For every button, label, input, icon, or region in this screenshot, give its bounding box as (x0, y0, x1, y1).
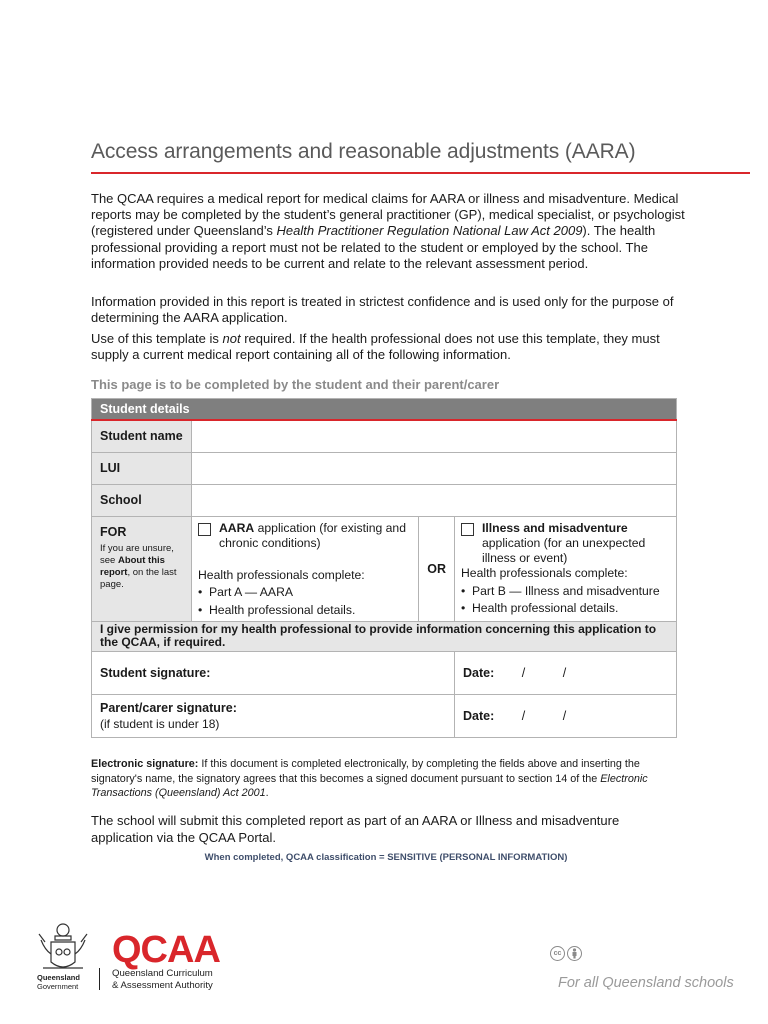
parent-date-field[interactable] (455, 694, 677, 737)
parent-signature-row (92, 694, 677, 737)
field-label: LUI (92, 452, 192, 484)
creative-commons-badge (550, 946, 582, 961)
illness-checkbox[interactable] (461, 523, 474, 536)
student-signature-field[interactable] (92, 651, 455, 694)
option-title-rest: application (for existing and chronic conditions) (219, 520, 406, 550)
form-header: Student details (92, 399, 677, 421)
date-separator: / (521, 708, 526, 723)
intro-paragraph-3 (91, 331, 691, 363)
logo-divider (99, 968, 100, 990)
act-title: Health Practitioner Regulation National Law Act 2009 (276, 223, 583, 239)
qcaa-name-line-1: Queensland Curriculum (112, 968, 213, 979)
tagline: For all Queensland schools (558, 975, 734, 991)
option-title-bold: AARA (219, 520, 255, 535)
student-details-form (91, 398, 677, 738)
attribution-icon (567, 946, 582, 961)
complete-label: Health professionals complete: (461, 566, 628, 581)
date-separator: / (562, 708, 567, 723)
option-title-bold: Illness and misadventure (482, 520, 628, 535)
queensland-government-label (37, 973, 80, 991)
esig-label: Electronic signature: (91, 758, 199, 770)
intro-text: required. If the health professional does not use this template, they must supply a current medical report containing all of the following information. (91, 331, 660, 363)
date-label: Date: (463, 708, 495, 723)
permission-row (92, 621, 677, 651)
submission-note: The school will submit this completed report as part of an AARA or Illness and misadventure application via the QCAA Portal. (91, 813, 620, 845)
intro-paragraph-1 (91, 191, 691, 272)
list-item: • Part B — Illness and misadventure (472, 584, 670, 599)
qcaa-name-line-2: & Assessment Authority (112, 979, 213, 991)
qcaa-full-name (112, 968, 213, 991)
signature-label: Student signature: (100, 665, 211, 680)
date-separator: / (521, 665, 526, 680)
gov-line-1: Queensland (37, 973, 80, 982)
option-illness (455, 516, 677, 621)
list-item: • Health professional details. (209, 603, 412, 618)
classification-label: When completed, QCAA classification = SENSITIVE (PERSONAL INFORMATION) (204, 852, 568, 863)
permission-statement: I give permission for my health professional to provide information concerning this application to the QCAA, if required. (92, 621, 677, 651)
student-date-field[interactable] (455, 651, 677, 694)
esig-act-title: Electronic Transactions (Queensland) Act 2001 (91, 772, 648, 799)
esig-text: If this document is completed electronically, by completing the fields above and inserting the signatory's name, the signatory agrees that this becomes a signed document pursuant to section 14 of the (91, 758, 640, 785)
student-signature-row (92, 651, 677, 694)
parent-signature-field[interactable] (92, 694, 455, 737)
field-row-lui (92, 452, 677, 484)
option-illness-title (482, 521, 670, 567)
option-aara-head (198, 521, 412, 552)
title-divider (91, 172, 750, 174)
intro-text: Use of this template is (91, 331, 223, 346)
list-item: • Health professional details. (472, 601, 670, 616)
option-illness-head (461, 521, 670, 567)
form-header-row (92, 399, 677, 421)
field-label: School (92, 484, 192, 516)
emphasis-not: not (222, 331, 241, 346)
for-row (92, 516, 677, 621)
gov-line-2: Government (37, 982, 79, 991)
signature-sublabel: (if student is under 18) (100, 716, 220, 731)
note-text: If you are unsure, see (100, 542, 174, 566)
electronic-signature-note (91, 757, 681, 801)
illness-items (461, 584, 670, 617)
note-text: , on the last page. (100, 566, 177, 590)
intro-paragraph-2: Information provided in this report is treated in strictest confidence and is used only for the purpose of determining the AARA application. (91, 294, 674, 326)
school-input[interactable] (192, 484, 677, 516)
date-separator: / (562, 665, 567, 680)
for-label-cell (92, 516, 192, 621)
esig-text: . (265, 787, 269, 799)
signature-label: Parent/carer signature: (100, 700, 237, 715)
intro-text: ). The health professional providing a report must not be related to the student or employed by the school. The information provided needs to be current and relate to the relevant assessment period. (91, 223, 656, 271)
for-label: FOR (100, 524, 127, 539)
for-note (100, 543, 183, 591)
field-label: Student name (92, 420, 192, 452)
cc-icon: cc (550, 946, 565, 961)
qcaa-logo: QCAA (112, 929, 220, 971)
aara-checkbox[interactable] (198, 523, 211, 536)
field-row-school (92, 484, 677, 516)
list-item: • Part A — AARA (209, 585, 412, 600)
option-aara-title (219, 521, 412, 552)
intro-text: The QCAA requires a medical report for medical claims for AARA or illness and misadventure. Medical reports may be completed by the student’s general practitioner (GP), medical specialist, or psychologist (registered under Queensland’s (91, 191, 685, 239)
or-label: OR (419, 516, 455, 621)
student-name-input[interactable] (192, 420, 677, 452)
option-title-rest: application (for an unexpected illness or event) (482, 535, 646, 566)
option-aara (192, 516, 419, 621)
complete-label: Health professionals complete: (198, 568, 365, 583)
section-note: This page is to be completed by the student and their parent/carer (91, 377, 500, 392)
aara-items (198, 585, 412, 618)
lui-input[interactable] (192, 452, 677, 484)
field-row-student-name (92, 420, 677, 452)
note-link-text: About this report (100, 554, 165, 578)
page-title: Access arrangements and reasonable adjustments (AARA) (91, 140, 636, 163)
date-label: Date: (463, 665, 495, 680)
